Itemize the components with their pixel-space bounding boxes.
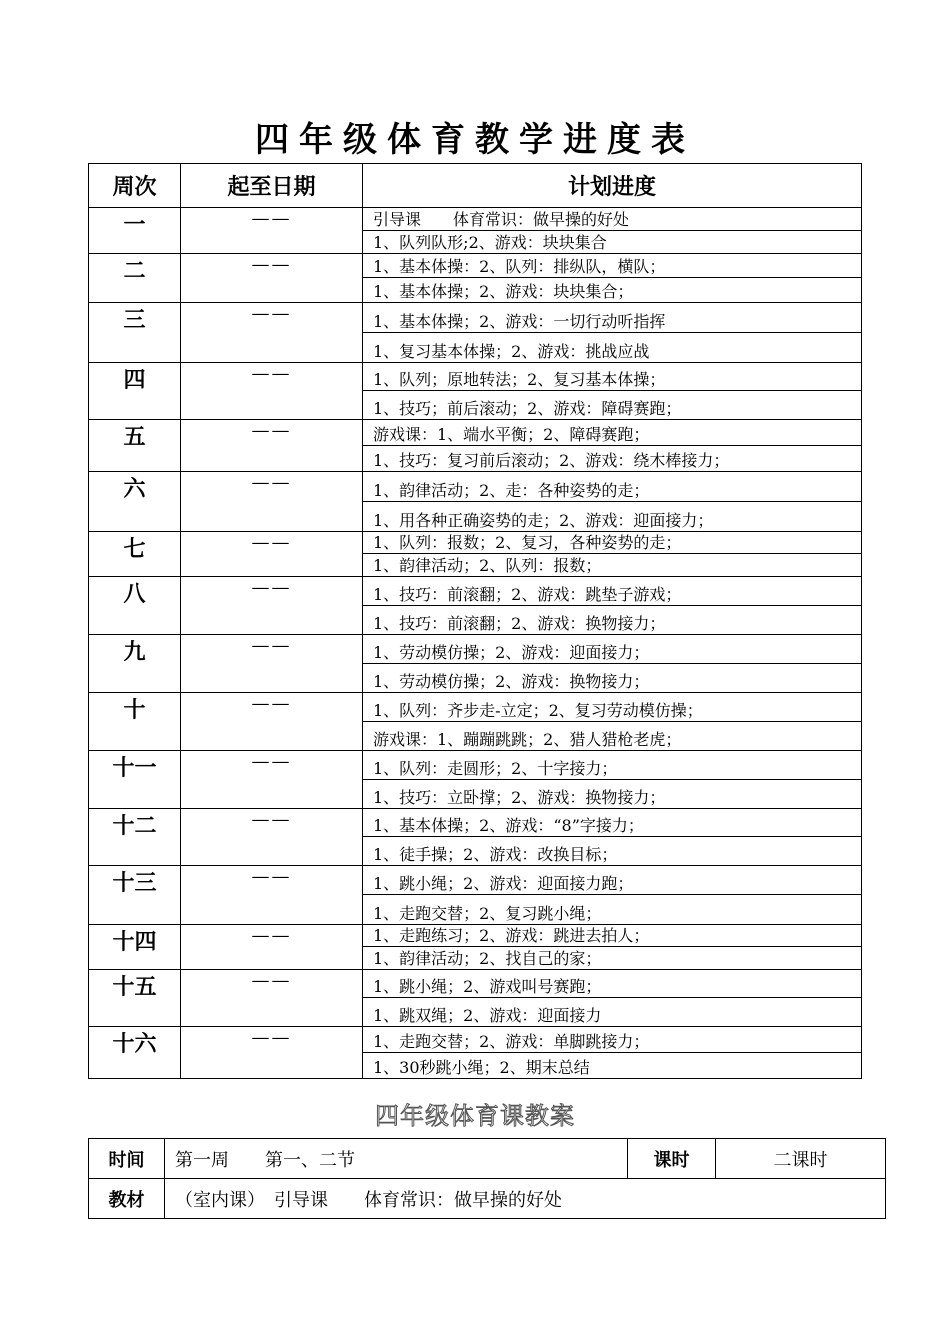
plan-line: 1、队列；原地转法；2、复习基本体操；	[363, 363, 861, 391]
week-cell: 一	[89, 208, 181, 254]
plan-cell	[363, 751, 862, 809]
plan-cell	[363, 363, 862, 420]
date-cell: ——	[181, 970, 363, 1027]
plan-line: 1、跳小绳；2、游戏：迎面接力跑；	[363, 866, 861, 895]
week-cell: 三	[89, 303, 181, 363]
table-row	[89, 577, 862, 635]
week-cell: 十五	[89, 970, 181, 1027]
date-cell: ——	[181, 635, 363, 693]
table-row	[89, 472, 862, 532]
plan-cell	[363, 970, 862, 1027]
table-row	[89, 809, 862, 866]
table-row	[89, 420, 862, 472]
date-cell: ——	[181, 866, 363, 925]
plan-line: 1、基本体操：2、队列：排纵队，横队；	[363, 254, 861, 278]
plan-cell	[363, 693, 862, 751]
plan-line: 1、技巧：前滚翻；2、游戏：跳垫子游戏；	[363, 577, 861, 606]
plan-line: 1、用各种正确姿势的走；2、游戏：迎面接力；	[373, 511, 714, 530]
material-label: 教材	[89, 1179, 165, 1219]
plan-cell	[363, 420, 862, 472]
plan-line: 1、走跑练习；2、游戏：跳进去拍人；	[363, 925, 861, 947]
date-cell: ——	[181, 1027, 363, 1079]
plan-line: 1、30秒跳小绳；2、期末总结	[373, 1058, 590, 1077]
week-cell: 四	[89, 363, 181, 420]
page-title: 四年级体育教学进度表	[255, 120, 695, 160]
plan-cell	[363, 303, 862, 363]
date-cell: ——	[181, 472, 363, 532]
plan-cell	[363, 208, 862, 254]
schedule-body	[89, 208, 862, 1079]
plan-line: 1、韵律活动；2、找自己的家；	[373, 949, 602, 968]
plan-line: 1、基本体操；2、游戏：“8”字接力；	[363, 809, 861, 837]
date-cell: ——	[181, 577, 363, 635]
plan-line: 1、韵律活动；2、队列：报数；	[373, 556, 602, 575]
plan-line: 1、劳动模仿操；2、游戏：换物接力；	[373, 672, 650, 691]
plan-cell	[363, 472, 862, 532]
plan-line: 1、基本体操；2、游戏：一切行动听指挥	[363, 303, 861, 333]
plan-cell	[363, 254, 862, 303]
date-cell: ——	[181, 532, 363, 577]
plan-line: 1、技巧；前后滚动；2、游戏：障碍赛跑；	[373, 399, 682, 418]
table-row	[89, 866, 862, 925]
plan-line: 1、跳小绳；2、游戏叫号赛跑；	[363, 970, 861, 998]
lesson-plan-title: 四年级体育课教案	[375, 1102, 575, 1130]
hours-value: 二课时	[716, 1139, 886, 1179]
week-cell: 十	[89, 693, 181, 751]
week-cell: 十四	[89, 925, 181, 970]
lesson-time-row	[89, 1139, 886, 1179]
table-row	[89, 970, 862, 1027]
plan-line: 1、技巧：复习前后滚动；2、游戏：绕木棒接力；	[373, 451, 730, 470]
plan-line: 1、复习基本体操；2、游戏：挑战应战	[373, 342, 650, 361]
plan-cell	[363, 577, 862, 635]
date-cell: ——	[181, 254, 363, 303]
header-plan: 计划进度	[363, 164, 862, 208]
header-dates: 起至日期	[181, 164, 363, 208]
table-row	[89, 693, 862, 751]
plan-line: 游戏课：1、端水平衡；2、障碍赛跑；	[363, 420, 861, 446]
table-row	[89, 1027, 862, 1079]
date-cell: ——	[181, 809, 363, 866]
plan-cell	[363, 925, 862, 970]
plan-cell	[363, 809, 862, 866]
plan-line: 1、技巧：立卧撑；2、游戏：换物接力；	[373, 788, 666, 807]
week-cell: 十六	[89, 1027, 181, 1079]
time-label: 时间	[89, 1139, 165, 1179]
hours-label: 课时	[628, 1139, 716, 1179]
week-cell: 十三	[89, 866, 181, 925]
plan-line: 1、劳动模仿操；2、游戏：迎面接力；	[363, 635, 861, 664]
date-cell: ——	[181, 303, 363, 363]
week-cell: 五	[89, 420, 181, 472]
date-cell: ——	[181, 363, 363, 420]
table-row	[89, 751, 862, 809]
week-cell: 六	[89, 472, 181, 532]
date-cell: ——	[181, 208, 363, 254]
table-row	[89, 363, 862, 420]
plan-line: 游戏课：1、蹦蹦跳跳；2、猎人猎枪老虎；	[373, 730, 682, 749]
plan-line: 1、队列：走圆形；2、十字接力；	[363, 751, 861, 780]
table-header-row	[89, 164, 862, 208]
week-cell: 七	[89, 532, 181, 577]
week-cell: 八	[89, 577, 181, 635]
time-value: 第一周 第一、二节	[165, 1139, 628, 1179]
week-cell: 十一	[89, 751, 181, 809]
table-row	[89, 208, 862, 254]
plan-line: 1、队列：齐步走-立定；2、复习劳动模仿操；	[363, 693, 861, 722]
plan-line: 1、队列队形;2、游戏：块块集合	[373, 233, 607, 252]
date-cell: ——	[181, 925, 363, 970]
date-cell: ——	[181, 751, 363, 809]
schedule-table	[88, 163, 862, 1079]
table-row	[89, 254, 862, 303]
plan-cell	[363, 1027, 862, 1079]
week-cell: 九	[89, 635, 181, 693]
table-row	[89, 303, 862, 363]
lesson-material-row	[89, 1179, 886, 1219]
plan-line: 1、韵律活动；2、走：各种姿势的走；	[363, 472, 861, 502]
plan-cell	[363, 866, 862, 925]
week-cell: 十二	[89, 809, 181, 866]
plan-line: 1、走跑交替；2、游戏：单脚跳接力；	[363, 1027, 861, 1053]
lesson-table	[88, 1138, 886, 1219]
table-row	[89, 532, 862, 577]
plan-line: 1、徒手操；2、游戏：改换目标；	[373, 845, 618, 864]
material-value: （室内课） 引导课 体育常识：做早操的好处	[165, 1179, 886, 1219]
week-cell: 二	[89, 254, 181, 303]
plan-line: 1、走跑交替；2、复习跳小绳；	[373, 904, 602, 923]
plan-line: 1、技巧：前滚翻；2、游戏：换物接力；	[373, 614, 666, 633]
plan-line: 1、基本体操；2、游戏：块块集合；	[373, 282, 634, 301]
date-cell: ——	[181, 693, 363, 751]
header-week: 周次	[89, 164, 181, 208]
plan-line: 引导课 体育常识：做早操的好处	[363, 208, 861, 231]
plan-line: 1、跳双绳；2、游戏：迎面接力	[373, 1006, 602, 1025]
plan-line: 1、队列：报数；2、复习，各种姿势的走；	[363, 532, 861, 554]
date-cell: ——	[181, 420, 363, 472]
plan-cell	[363, 635, 862, 693]
table-row	[89, 635, 862, 693]
plan-cell	[363, 532, 862, 577]
table-row	[89, 925, 862, 970]
